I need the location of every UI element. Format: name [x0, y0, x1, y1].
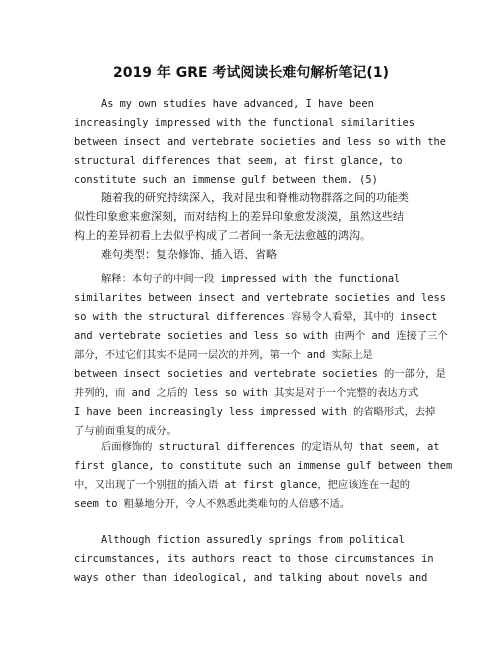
- text-line: constitute such an immense gulf between them. (5): [74, 174, 378, 186]
- text-line: 似性印象愈来愈深刻，而对结构上的差异印象愈发淡漠，虽然这些结: [74, 210, 404, 223]
- text-line: Although fiction assuredly springs from political: [101, 534, 405, 546]
- text-line: increasingly impressed with the functional similarities: [74, 117, 415, 129]
- paragraph-relative-clause: [74, 438, 453, 514]
- text-line: circumstances, its authors react to those circumstances in: [74, 553, 434, 565]
- text-line: ways other than ideological, and talking about novels and: [74, 572, 428, 584]
- text-line: so with the structural differences 容易令人看晕，其中的 insect: [74, 311, 438, 323]
- paragraph-english-quote-2: [74, 531, 434, 588]
- text-line: 部分，不过它们其实不是同一层次的并列，第一个 and 实际上是: [74, 349, 373, 361]
- text-line: and vertebrate societies and less so with 由两个 and 连接了三个: [74, 330, 448, 342]
- text-line: 难句类型：复杂修饰、插入语、省略: [101, 248, 277, 261]
- text-line: similarites between insect and vertebrate societies and less: [74, 292, 446, 304]
- paragraph-english-quote: [74, 95, 446, 190]
- text-line: 解释：本句子的中间一段 impressed with the functional: [101, 273, 401, 285]
- paragraph-sentence-type: [74, 245, 434, 264]
- text-line: first glance, to constitute such an immense gulf between them: [74, 460, 453, 472]
- paragraph-translation: [74, 188, 434, 245]
- text-line: 了与前面重复的成分。: [74, 425, 177, 437]
- text-line: between insect societies and vertebrate societies 的一部分，是: [74, 368, 446, 380]
- text-line: 并列的，而 and 之后的 less so with 其实是对于一个完整的表达方式: [74, 387, 419, 399]
- paragraph-explanation: [74, 270, 448, 441]
- text-line: I have been increasingly less impressed with 的省略形式，去掉: [74, 406, 436, 418]
- text-line: between insect and vertebrate societies and less so with the: [74, 136, 446, 148]
- text-line: As my own studies have advanced, I have been: [101, 98, 374, 110]
- text-line: structural differences that seem, at first glance, to: [74, 155, 403, 167]
- document-title: 2019 年 GRE 考试阅读长难句解析笔记(1): [113, 65, 389, 81]
- text-line: 构上的差异初看上去似乎构成了二者间一条无法愈越的鸿沟。: [74, 229, 371, 242]
- text-line: 随着我的研究持续深入，我对昆虫和脊椎动物群落之间的功能类: [101, 191, 409, 204]
- text-line: 中，又出现了一个别扭的插入语 at first glance，把应该连在一起的: [74, 479, 411, 491]
- text-line: seem to 粗暴地分开，令人不熟悉此类难句的人倍感不适。: [74, 498, 351, 510]
- text-line: 后面修饰的 structural differences 的定语从句 that seem, at: [101, 441, 440, 453]
